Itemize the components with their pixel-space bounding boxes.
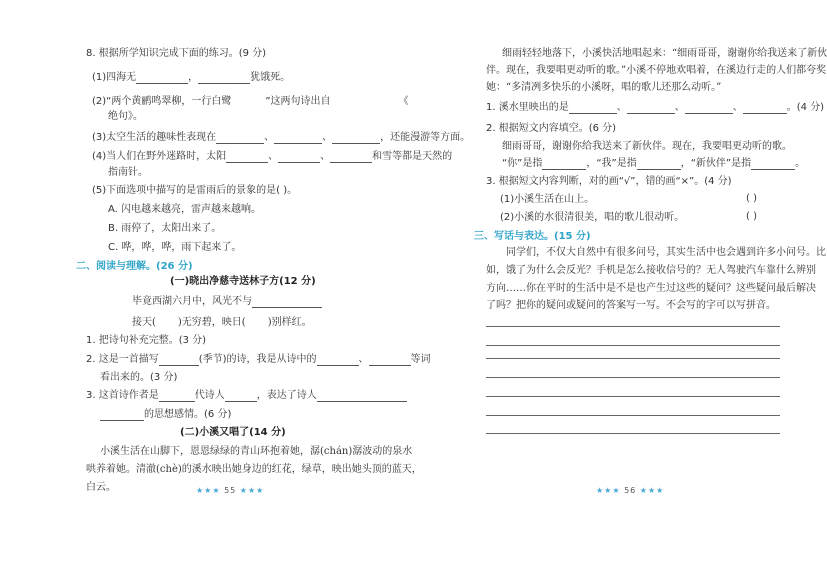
section2-heading: 二、阅读与理解。(26 分) xyxy=(76,261,193,272)
story-cont-line-1: 细雨轻轻地落下，小溪快活地唱起来：“细雨哥哥，谢谢你给我送来了新伙 xyxy=(502,48,827,59)
judge-box-1[interactable]: ( ) xyxy=(746,193,757,204)
q8-line1: (1)四海无 ， 犹饿死。 xyxy=(92,72,291,83)
q8-line2-cont: 绝句》。 xyxy=(108,111,143,122)
story-q3: 3. 根据短文内容判断，对的画“√”，错的画“×”。(4 分) xyxy=(486,176,732,187)
story-cont-line-2: 伴。现在，我要唱更动听的歌。”小溪不停地欢唱着，在溪边行走的人们都夸奖 xyxy=(486,65,827,76)
poem-title: (一)晓出净慈寺送林子方(12 分) xyxy=(170,276,316,287)
story-q2-line-2: “你”是指 ，“我”是指 ，“新伙伴”是指 。 xyxy=(502,158,806,169)
writing-line[interactable] xyxy=(486,377,780,378)
writing-line[interactable] xyxy=(486,415,780,416)
page-number-56: ★★★ 56 ★★★ xyxy=(596,486,665,495)
story-line-3: 白云。 xyxy=(86,482,116,493)
option-c: C. 哗，哗，哗，雨下起来了。 xyxy=(108,242,242,253)
writing-line[interactable] xyxy=(486,396,780,397)
story-q2-line-1: 细雨哥哥，谢谢你给我送来了新伙伴。现在，我要唱更动听的歌。 xyxy=(502,141,792,152)
story-q2: 2. 根据短文内容填空。(6 分) xyxy=(486,123,617,134)
right-page xyxy=(400,0,827,565)
story-title: (二)小溪又唱了(14 分) xyxy=(180,427,286,438)
poem-q3-cont: 的思想感情。(6 分) xyxy=(100,408,231,421)
poem-q1: 1. 把诗句补充完整。(3 分) xyxy=(86,335,207,346)
writing-line[interactable] xyxy=(486,433,780,434)
story-q3-item-2: (2)小溪的水很清很美，唱的歌儿很动听。 xyxy=(500,212,685,223)
section3-line-1: 同学们，不仅大自然中有很多问号，其实生活中也会遇到许多小问号。比 xyxy=(506,247,826,258)
poem-line-1: 毕竟西湖六月中，风光不与 xyxy=(132,295,322,308)
section3-line-2: 如，饿了为什么会反光？手机是怎么接收信号的？无人驾驶汽车靠什么辨别 xyxy=(486,265,816,276)
q8-line3: (3)太空生活的趣味性表现在 、 、 ，还能漫游等方面。 xyxy=(92,132,471,143)
section3-heading: 三、写话与表达。(15 分) xyxy=(474,231,591,242)
poem-line-2: 接天( )无穷碧，映日( )别样红。 xyxy=(132,317,312,328)
story-q1: 1. 溪水里映出的是 、 、 、 。(4 分) xyxy=(486,102,825,113)
q8-line4-cont: 指南针。 xyxy=(108,167,148,178)
poem-q3: 3. 这首诗作者是 代诗人 ，表达了诗人 xyxy=(86,389,407,402)
q8-line4: (4)当人们在野外迷路时，太阳 、 、 和雪等都是天然的 xyxy=(92,151,453,162)
section3-line-3: 方向……你在平时的生活中是不是也产生过这些的疑问？这些疑问最后解决 xyxy=(486,283,816,294)
writing-line[interactable] xyxy=(486,358,780,359)
q8-title: 8. 根据所学知识完成下面的练习。(9 分) xyxy=(86,48,267,59)
writing-line[interactable] xyxy=(486,326,780,327)
story-cont-line-3: 她：“多清冽多快乐的小溪呀，唱的歌儿还那么动听。” xyxy=(486,82,722,93)
story-line-1: 小溪生活在山脚下，恩恩绿绿的青山环抱着她，潺(chán)潺波动的泉水 xyxy=(100,446,413,457)
story-q3-item-1: (1)小溪生活在山上。 xyxy=(500,194,595,205)
q8-line2: (2)“两个黄鹂鸣翠柳，一行白鹭 ”这两句诗出自 《 xyxy=(92,96,409,107)
option-b: B. 雨停了，太阳出来了。 xyxy=(108,223,222,234)
judge-box-2[interactable]: ( ) xyxy=(746,211,757,222)
q8-line5: (5)下面选项中描写的是雷雨后的景象的是( )。 xyxy=(92,185,298,196)
option-a: A. 闪电越来越亮，雷声越来越响。 xyxy=(108,204,262,215)
page-number-55: ★★★ 55 ★★★ xyxy=(196,486,265,495)
section3-line-4: 了吗？把你的疑问或疑问的答案写一写。不会写的字可以写拼音。 xyxy=(486,300,776,311)
writing-line[interactable] xyxy=(486,345,780,346)
story-line-2: 哄养着她。清澈(chè)的溪水映出她身边的红花，绿草，映出她头顶的蓝天， xyxy=(86,464,422,475)
poem-q2: 2. 这是一首描写 (季节)的诗，我是从诗中的 、 等词 xyxy=(86,354,431,365)
poem-q2-cont: 看出来的。(3 分) xyxy=(100,372,178,383)
